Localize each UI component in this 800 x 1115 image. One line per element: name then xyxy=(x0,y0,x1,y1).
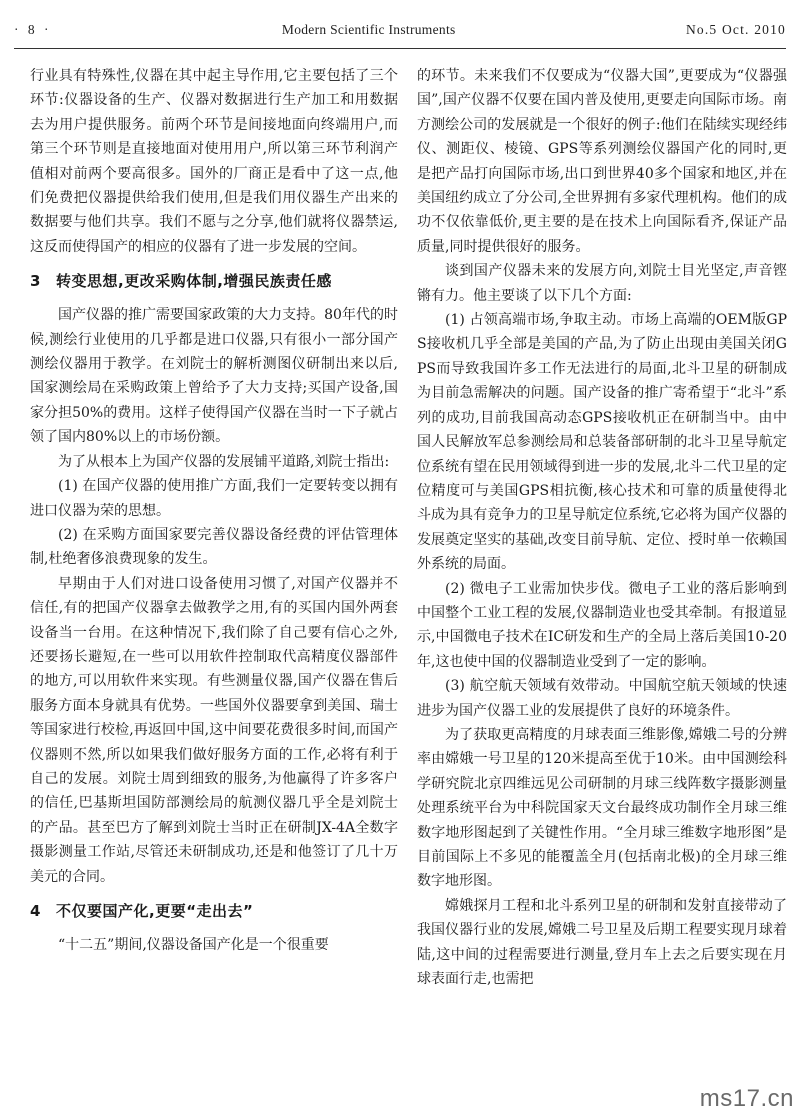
paragraph: “十二五”期间,仪器设备国产化是一个很重要 xyxy=(58,937,329,953)
list-item: (2) 在采购方面国家要完善仪器设备经费的评估管理体制,杜绝奢侈浪费现象的发生。 xyxy=(30,526,398,568)
paragraph: 嫦娥探月工程和北斗系列卫星的研制和发射直接带动了我国仪器行业的发展,嫦娥二号卫星及后期工程要实现月球着陆,这中间的过程需要进行测量,登月车上去之后要实现在月球表面行走,也需把 xyxy=(417,897,787,988)
list-item: (3) 航空航天领域有效带动。中国航空航天领域的快速进步为国产仪器工业的发展提供了良好的环境条件。 xyxy=(417,678,787,719)
section-number: 3 xyxy=(30,272,41,291)
section-number: 4 xyxy=(30,902,41,920)
paragraph: 为了从根本上为国产仪器的发展铺平道路,刘院士指出: xyxy=(58,453,390,470)
paragraph: 谈到国产仪器未来的发展方向,刘院士目光坚定,声音铿锵有力。他主要谈了以下几个方面: xyxy=(417,263,787,304)
paragraph: 的环节。未来我们不仅要成为“仪器大国”,更要成为“仪器强国”,国产仪器不仅要在国内普及使用,更要走向国际市场。南方测绘公司的发展就是一个很好的例子:他们在陆续实现经纬仪、测距仪、棱镜、GPS等系列测绘仪器国产化的同时,更是把产品打向国际市场,出口到世界40多个国家和地区,并在美国纽约成立了分公司,全世界拥有多家代理机构。他们的成功不仅依靠低价,更主要的是在技术上向国际看齐,保证产品质量,同时提供很好的服务。 xyxy=(417,68,787,255)
page-number: · 8 · xyxy=(14,22,52,37)
paragraph: 为了获取更高精度的月球表面三维影像,嫦娥二号的分辨率由嫦娥一号卫星的120米提高至优于10米。由中国测绘科学研究院北京四维远见公司研制的月球三线阵数字摄影测量处理系统平台为中科院国家天文台最终成功制作全月球三维数字地形图起到了关键性作用。“全月球三维数字地形图”是目前国际上不多见的能覆盖全月(包括南北极)的全月球三维数字地形图。 xyxy=(417,726,787,890)
header-rule xyxy=(14,48,786,49)
list-item: (1) 占领高端市场,争取主动。市场上高端的OEM版GPS接收机几乎全部是美国的产品,为了防止出现由美国关闭GPS而导致我国许多工作无法进行的局面,北斗卫星的研制成为目前急需解决的问题。国产设备的推广寄希望于“北斗”系列的成功,目前我国高动态GPS接收机正在研制当中。由中国人民解放军总参测绘局和总装备部研制的北斗卫星导航定位系统有望在民用领域得到进一步的发展,北斗二代卫星的定位精度可与美国GPS相抗衡,核心技术和可靠的质量使得北斗成为具有竞争力的卫星导航定位系统,它必将为国产仪器的发展奠定坚实的基础,改变目前导航、定位、授时单一依赖国外系统的局面。 xyxy=(417,312,787,573)
section-heading-4 xyxy=(30,899,398,923)
list-item: (2) 微电子工业需加快步伐。微电子工业的落后影响到中国整个工业工程的发展,仪器制造业也受其牵制。有报道显示,中国微电子技术在IC研发和生产的全局上落后美国10-20年,这也使中国的仪器制造业受到了一定的影响。 xyxy=(417,580,787,670)
issue-info: No.5 Oct. 2010 xyxy=(685,22,786,37)
section-title: 转变思想,更改采购体制,增强民族责任感 xyxy=(56,272,332,291)
paragraph: 国产仪器的推广需要国家政策的大力支持。80年代的时候,测绘行业使用的几乎都是进口仪器,只有很小一部分国产测绘仪器用于教学。在刘院士的解析测图仪研制出来以后,国家测绘局在采购政策上曾给予了大力支持;买国产设备,国家分担50%的费用。这样子使得国产仪器在当时一下子就占领了国内80%以上的市场份额。 xyxy=(30,307,398,446)
journal-name: Modern Scientific Instruments xyxy=(281,22,456,37)
paragraph: 行业具有特殊性,仪器在其中起主导作用,它主要包括了三个环节:仪器设备的生产、仪器对数据进行生产加工和用数据去为用户提供服务。前两个环节是间接地面向终端用户,而第三个环节则是直接地面对使用用户,所以第三环节利润产值相对前两个要高很多。国外的厂商正是看中了这一点,他们免费把仪器提供给我们使用,但是我们用仪器生产出来的数据要与他们共享。我们不愿与之分享,他们就将仪器禁运,这反而使得国产的相应的仪器有了进一步发展的空间。 xyxy=(30,68,398,255)
right-column xyxy=(417,64,787,991)
running-header xyxy=(14,22,786,44)
left-column xyxy=(30,64,398,957)
watermark: ms17.cn xyxy=(699,1085,794,1112)
list-item: (1) 在国产仪器的使用推广方面,我们一定要转变以拥有进口仪器为荣的思想。 xyxy=(30,478,398,519)
section-heading-3 xyxy=(30,269,398,293)
paragraph: 早期由于人们对进口设备使用习惯了,对国产仪器并不信任,有的把国产仪器拿去做教学之用,有的买国内国外两套设备当一台用。在这种情况下,我们除了自己要有信心之外,还要扬长避短,在一些可以用软件控制取代高精度仪器部件的地方,可以用软件来实现。有些测量仪器,国产仪器在售后服务方面本身就具有优势。一些国外仪器要拿到美国、瑞士等国家进行校检,再返回中国,这中间要花费很多时间,而国产仪器则不然,所以如果我们做好服务方面的工作,必将有利于自己的发展。刘院士周到细致的服务,为他赢得了许多客户的信任,巴基斯坦国防部测绘局的航测仪器几乎全是刘院士的产品。甚至巴方了解到刘院士当时正在研制JX-4A全数字摄影测量工作站,尽管还未研制成功,还是和他签订了几十万美元的合同。 xyxy=(30,575,398,885)
section-title: 不仅要国产化,更要“走出去” xyxy=(56,902,254,920)
